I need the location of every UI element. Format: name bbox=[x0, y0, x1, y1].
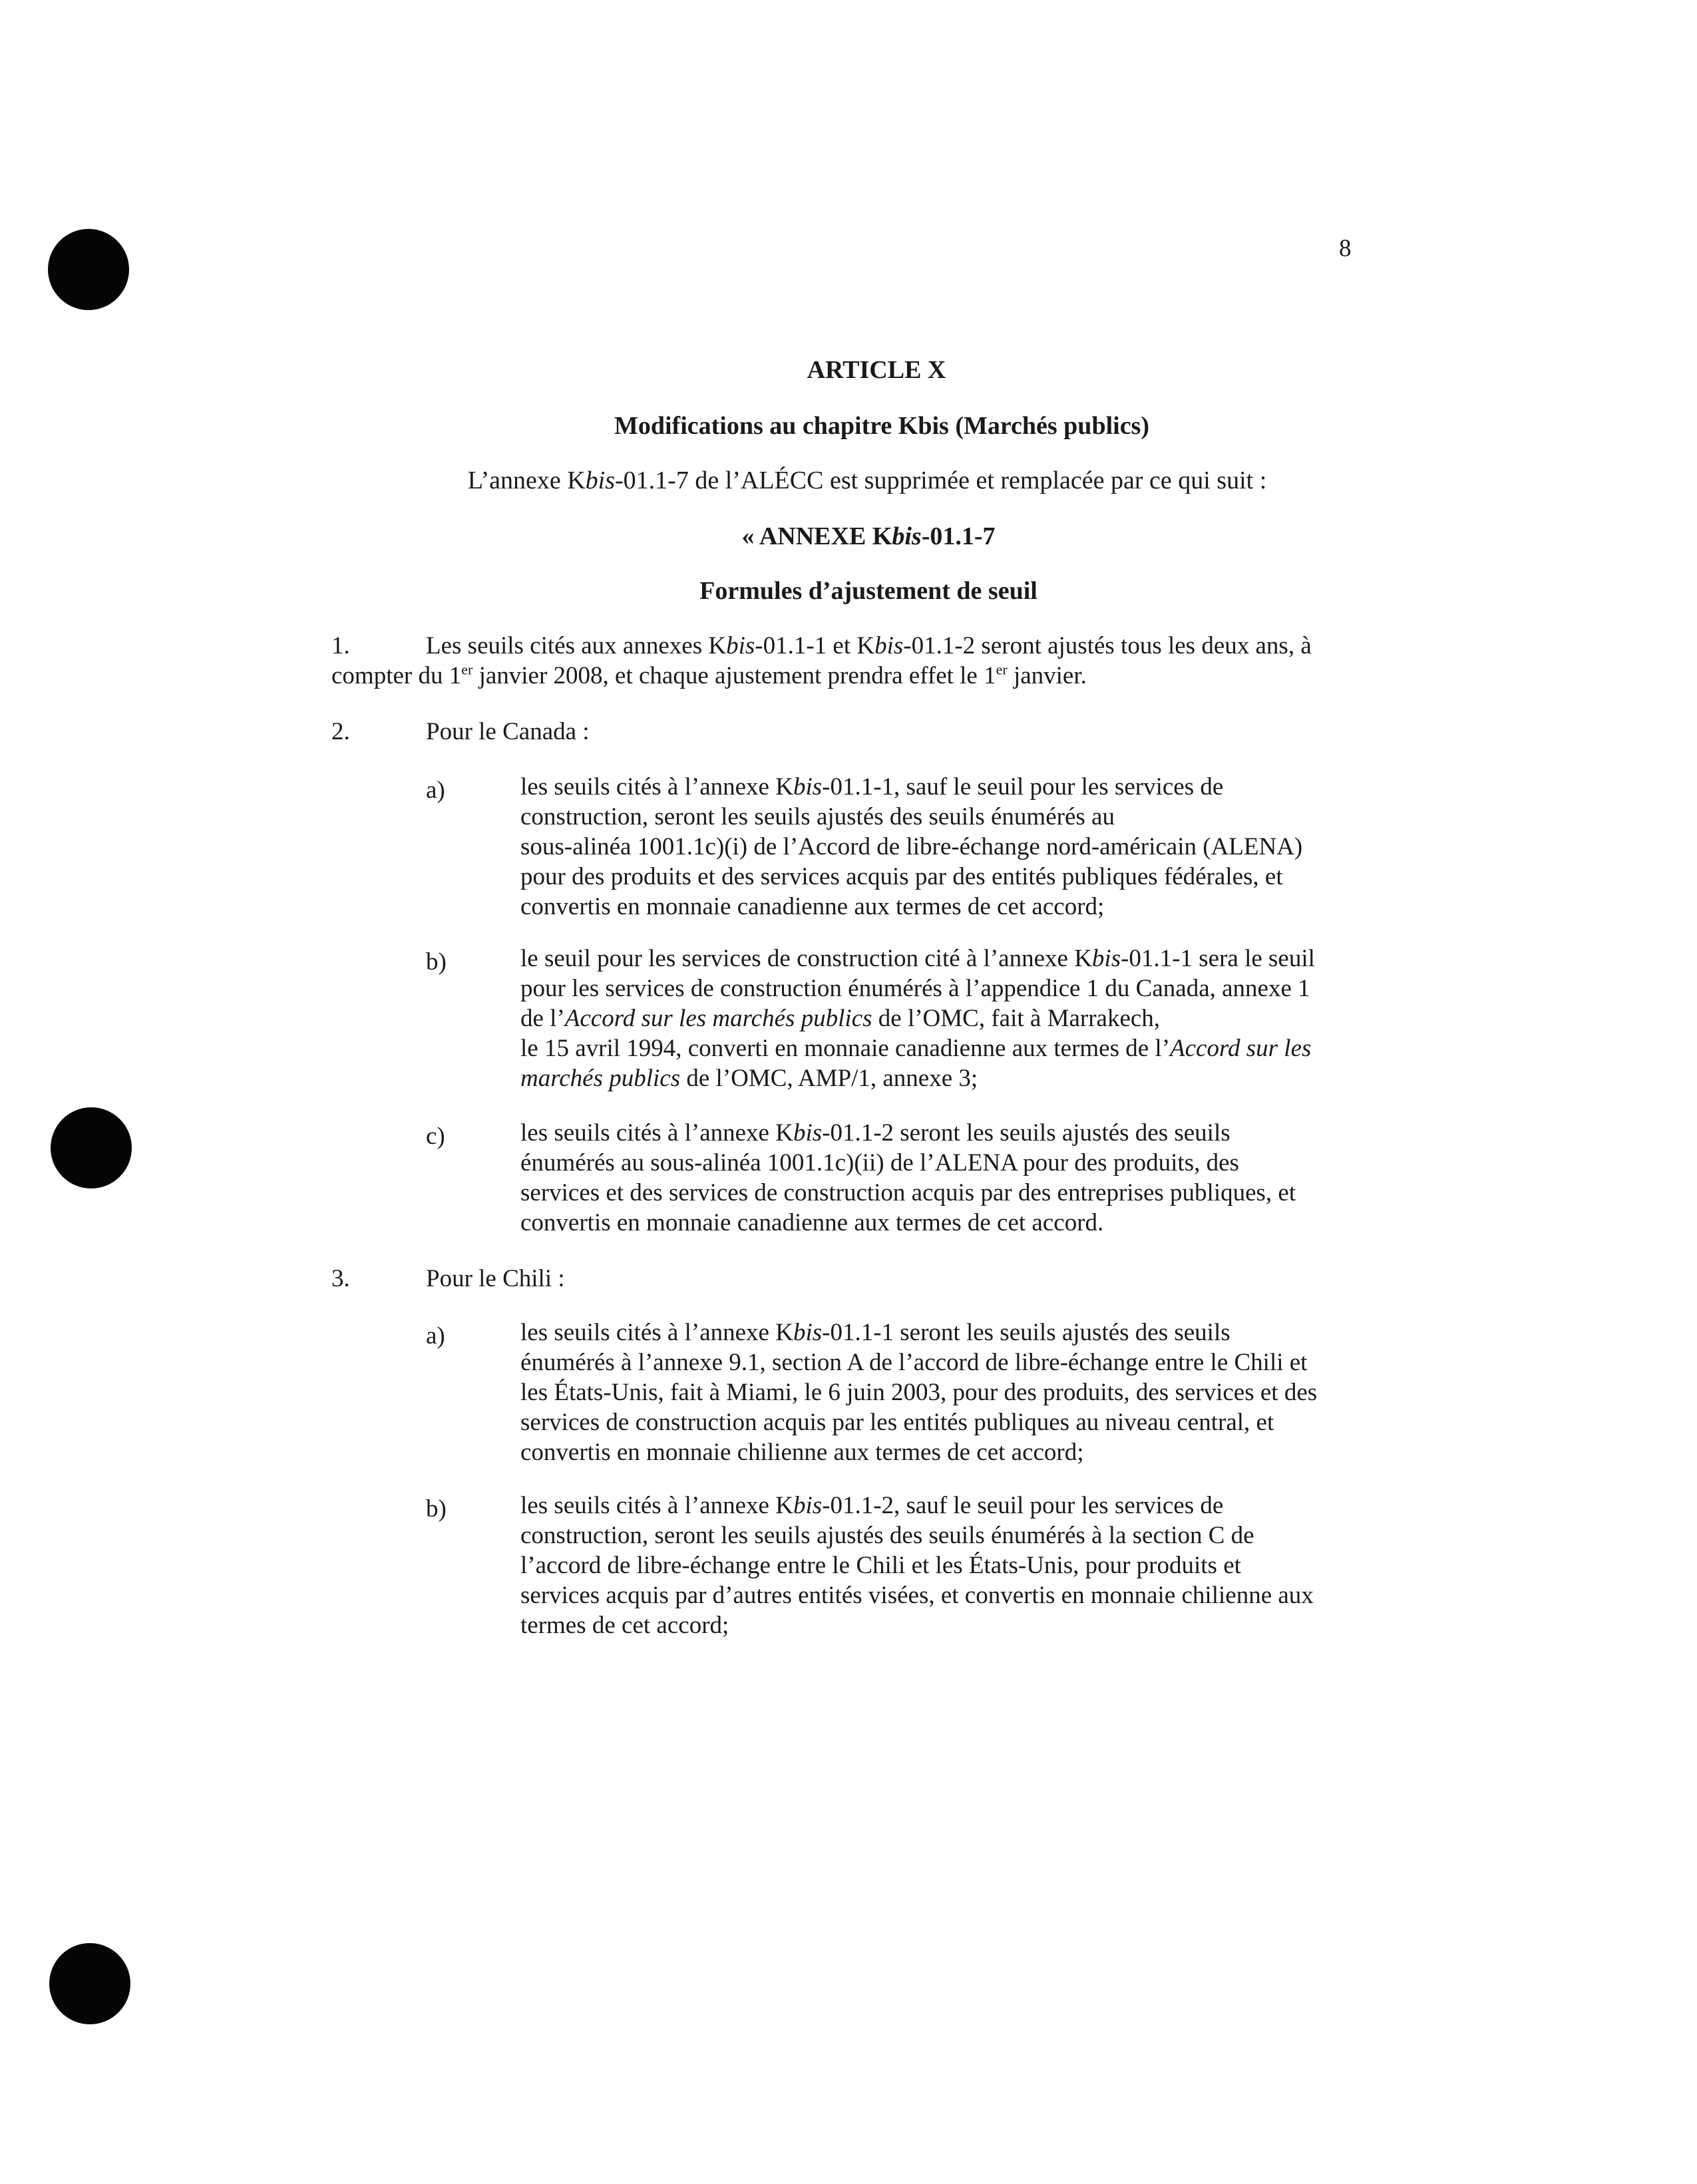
section-title-chili: Pour le Chili : bbox=[426, 1265, 565, 1292]
item-label: b) bbox=[426, 1495, 447, 1523]
annexe-heading: « ANNEXE Kbis-01.1-7 bbox=[741, 522, 996, 550]
canada-item-c: les seuils cités à l’annexe Kbis-01.1-2 seront les seuils ajustés des seuils énumérés au sous-alinéa 1001.1c)(ii) de l’ALENA pour des produits, des services et des services de construction acquis par des entreprises publiques, et convertis en monnaie canadienne aux termes de cet accord. bbox=[520, 1119, 1296, 1236]
paragraph-number: 3. bbox=[331, 1265, 350, 1292]
intro-sentence: L’annexe Kbis-01.1-7 de l’ALÉCC est supprimée et remplacée par ce qui suit : bbox=[467, 466, 1267, 494]
chili-item-b: les seuils cités à l’annexe Kbis-01.1-2, sauf le seuil pour les services de construction, seront les seuils ajustés des seuils énumérés à la section C de l’accord de libre-échange entre le Chili et les États-Unis, pour produits et services acquis par d’autres entités visées, et convertis en monnaie chilienne aux termes de cet accord; bbox=[520, 1492, 1314, 1639]
canada-item-a: les seuils cités à l’annexe Kbis-01.1-1, sauf le seuil pour les services de construction, seront les seuils ajustés des seuils énumérés au sous-alinéa 1001.1c)(i) de l’Accord de libre-échange nord-américain (ALENA) pour des produits et des services acquis par des entités publiques fédérales, et convertis en monnaie canadienne aux termes de cet accord; bbox=[520, 773, 1303, 920]
canada-item-b: le seuil pour les services de construction cité à l’annexe Kbis-01.1-1 sera le seuil pour les services de construction énumérés à l’appendice 1 du Canada, annexe 1 de l’Accord sur les marchés publics de l’OMC, fait à Marrakech, le 15 avril 1994, converti en monnaie canadienne aux termes de l’Accord sur les marchés publics de l’OMC, AMP/1, annexe 3; bbox=[520, 945, 1315, 1092]
chili-item-a: les seuils cités à l’annexe Kbis-01.1-1 seront les seuils ajustés des seuils énumérés à l’annexe 9.1, section A de l’accord de libre-échange entre le Chili et les États-Unis, fait à Miami, le 6 juin 2003, pour des produits, des services et des services de construction acquis par les entités publiques au niveau central, et convertis en monnaie chilienne aux termes de cet accord; bbox=[520, 1319, 1318, 1466]
item-label: a) bbox=[426, 1322, 445, 1350]
punch-hole-bottom bbox=[49, 1943, 130, 2024]
section-title-canada: Pour le Canada : bbox=[426, 718, 590, 745]
article-heading: ARTICLE X bbox=[807, 356, 946, 384]
page-number: 8 bbox=[1339, 235, 1352, 262]
item-label: b) bbox=[426, 948, 447, 976]
annexe-title: Formules d’ajustement de seuil bbox=[699, 577, 1037, 605]
item-label: c) bbox=[426, 1123, 445, 1150]
article-subtitle: Modifications au chapitre Kbis (Marchés publics) bbox=[614, 412, 1149, 440]
punch-hole-middle bbox=[51, 1107, 132, 1188]
paragraph-number: 1. bbox=[331, 632, 350, 659]
punch-hole-top bbox=[48, 229, 129, 310]
paragraph-number: 2. bbox=[331, 718, 350, 745]
item-label: a) bbox=[426, 777, 445, 804]
paragraph-1: 1. Les seuils cités aux annexes Kbis-01.1-1 et Kbis-01.1-2 seront ajustés tous les deux ans, à compter du 1er janvier 2008, et chaque ajustement prendra effet le 1er janvier. bbox=[331, 632, 1312, 689]
